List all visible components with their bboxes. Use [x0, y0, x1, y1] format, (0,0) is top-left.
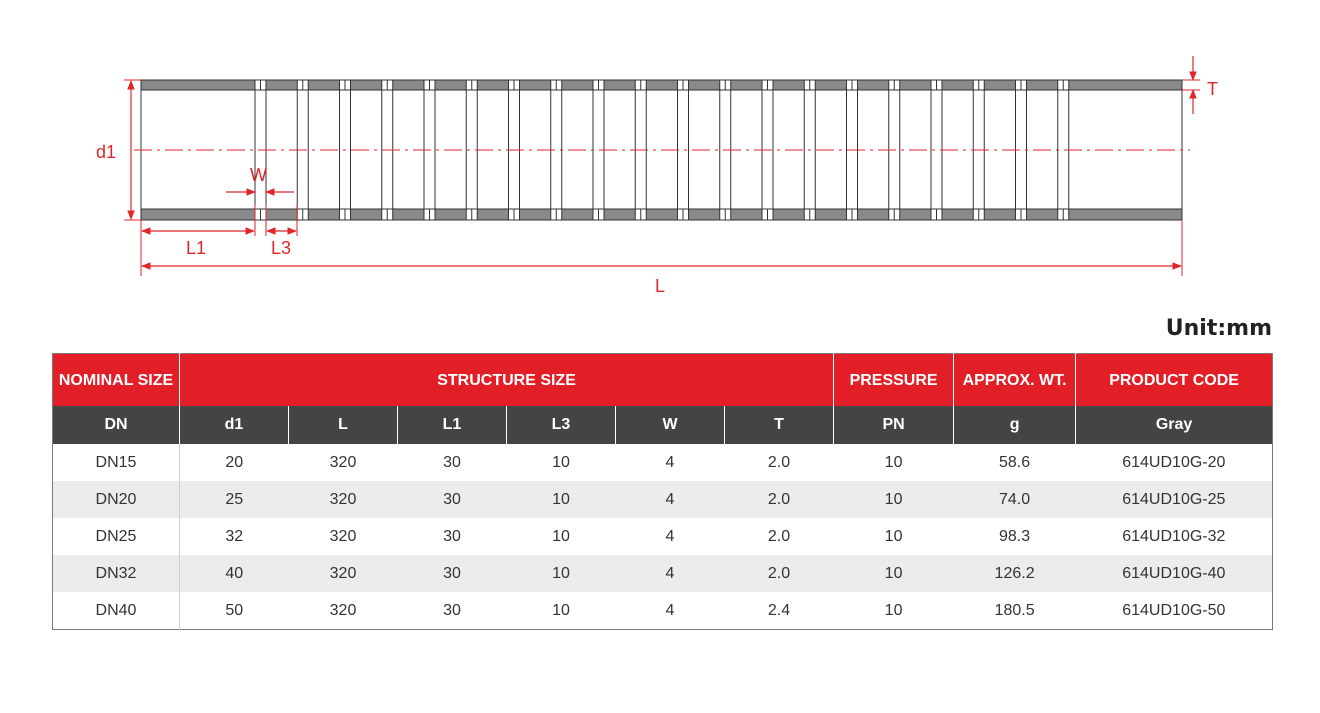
table-row — [53, 555, 1273, 592]
column-header-g: g — [954, 406, 1076, 444]
t-label: T — [1207, 79, 1218, 99]
column-header-pn: PN — [834, 406, 954, 444]
table-cell: 2.0 — [725, 555, 834, 592]
header-structure-size: STRUCTURE SIZE — [180, 354, 834, 407]
table-cell: 40 — [180, 555, 289, 592]
table-cell: DN20 — [53, 481, 180, 518]
table-cell: 4 — [616, 444, 725, 481]
table-cell: 614UD10G-25 — [1076, 481, 1273, 518]
table-cell: 2.0 — [725, 481, 834, 518]
table-cell: DN15 — [53, 444, 180, 481]
table-cell: 10 — [834, 518, 954, 555]
column-header-t: T — [725, 406, 834, 444]
table-cell: 320 — [289, 592, 398, 630]
header-product-code: PRODUCT CODE — [1076, 354, 1273, 407]
table-cell: 614UD10G-40 — [1076, 555, 1273, 592]
table-cell: 74.0 — [954, 481, 1076, 518]
column-header-d1: d1 — [180, 406, 289, 444]
table-cell: 30 — [398, 444, 507, 481]
table-cell: 4 — [616, 518, 725, 555]
table-cell: 10 — [834, 444, 954, 481]
table-cell: 10 — [834, 481, 954, 518]
table-cell: 30 — [398, 518, 507, 555]
table-cell: 30 — [398, 592, 507, 630]
unit-label: Unit:mm — [1165, 316, 1272, 341]
table-cell: 32 — [180, 518, 289, 555]
l1-label: L1 — [186, 238, 207, 258]
table-cell: 180.5 — [954, 592, 1076, 630]
table-cell: 614UD10G-50 — [1076, 592, 1273, 630]
table-cell: 98.3 — [954, 518, 1076, 555]
column-header-l: L — [289, 406, 398, 444]
table-cell: 2.0 — [725, 518, 834, 555]
d1-label: d1 — [96, 142, 117, 162]
table-cell: 320 — [289, 555, 398, 592]
l-label: L — [655, 276, 666, 296]
table-row — [53, 481, 1273, 518]
table-cell: 4 — [616, 481, 725, 518]
pipe-dimension-drawing — [0, 0, 1320, 310]
table-cell: 614UD10G-20 — [1076, 444, 1273, 481]
table-cell: 10 — [507, 555, 616, 592]
table-cell: 4 — [616, 592, 725, 630]
table-cell: 4 — [616, 555, 725, 592]
table-cell: 10 — [834, 555, 954, 592]
table-cell: 20 — [180, 444, 289, 481]
header-row-groups — [53, 354, 1273, 407]
table-cell: 320 — [289, 444, 398, 481]
table-cell: 10 — [507, 481, 616, 518]
header-nominal-size: NOMINAL SIZE — [53, 354, 180, 407]
table-cell: 320 — [289, 518, 398, 555]
table-cell: 126.2 — [954, 555, 1076, 592]
table-row — [53, 518, 1273, 555]
specification-table — [52, 353, 1273, 630]
table-cell: 30 — [398, 555, 507, 592]
column-header-l3: L3 — [507, 406, 616, 444]
column-header-gray: Gray — [1076, 406, 1273, 444]
table-cell: 2.4 — [725, 592, 834, 630]
table-cell: 30 — [398, 481, 507, 518]
table-cell: DN32 — [53, 555, 180, 592]
l3-label: L3 — [271, 238, 292, 258]
column-header-dn: DN — [53, 406, 180, 444]
table-cell: 10 — [507, 592, 616, 630]
table-row — [53, 444, 1273, 481]
table-cell: 10 — [834, 592, 954, 630]
table-cell: 10 — [507, 518, 616, 555]
header-approx-wt: APPROX. WT. — [954, 354, 1076, 407]
table-row — [53, 592, 1273, 630]
table-cell: 25 — [180, 481, 289, 518]
column-header-w: W — [616, 406, 725, 444]
table-cell: DN40 — [53, 592, 180, 630]
header-pressure: PRESSURE — [834, 354, 954, 407]
column-header-l1: L1 — [398, 406, 507, 444]
w-label: W — [250, 165, 267, 185]
table-cell: 10 — [507, 444, 616, 481]
table-cell: 614UD10G-32 — [1076, 518, 1273, 555]
table-cell: DN25 — [53, 518, 180, 555]
header-row-columns — [53, 406, 1273, 444]
table-cell: 2.0 — [725, 444, 834, 481]
table-cell: 58.6 — [954, 444, 1076, 481]
table-cell: 320 — [289, 481, 398, 518]
table-cell: 50 — [180, 592, 289, 630]
